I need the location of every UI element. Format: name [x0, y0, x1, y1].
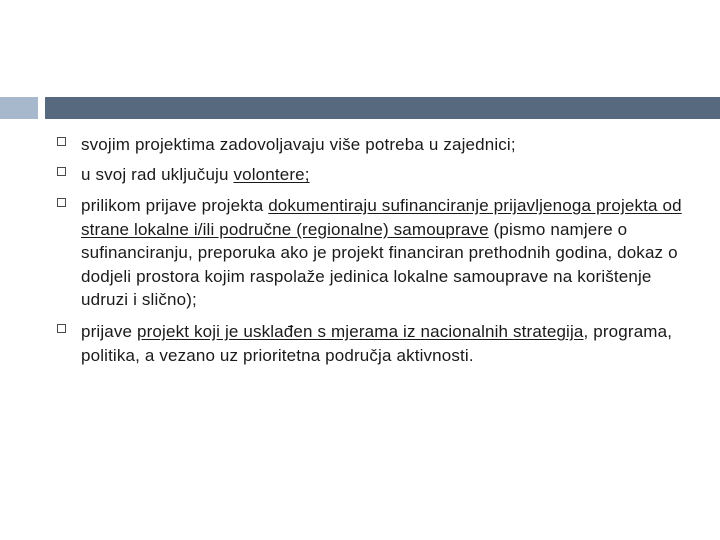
text-segment: u svoj rad uključuju — [81, 165, 234, 184]
bullet-text — [81, 194, 687, 312]
bullet-text — [81, 163, 687, 187]
text-segment: prilikom prijave projekta — [81, 196, 269, 215]
underlined-segment: dokumentiraju sufinanciranje prijavljenoga projekta od strane lokalne i/ili područne (regionalne) samouprave — [81, 196, 682, 239]
underlined-segment: volontere; — [233, 165, 310, 184]
underlined-segment: projekt koji je usklađen s mjerama iz nacionalnih strategija — [137, 322, 584, 341]
text-segment: svojim projektima zadovoljavaju više potreba u zajednici; — [81, 135, 516, 154]
text-segment: , programa, politika, a vezano uz prioritetna područja aktivnosti. — [81, 322, 673, 365]
bullet-text — [81, 133, 687, 157]
square-bullet-icon — [57, 167, 66, 176]
bullet-text — [81, 320, 687, 367]
text-segment: prijave — [81, 322, 138, 341]
square-bullet-icon — [57, 198, 66, 207]
square-bullet-icon — [57, 324, 66, 333]
text-segment: (pismo namjere o sufinanciranju, preporuka ako je projekt financiran prethodnih godina, dokaz o dodjeli prostora kojim raspolaže jedinica lokalne samouprave na korištenje udruzi i slično); — [81, 219, 678, 309]
square-bullet-icon — [57, 137, 66, 146]
